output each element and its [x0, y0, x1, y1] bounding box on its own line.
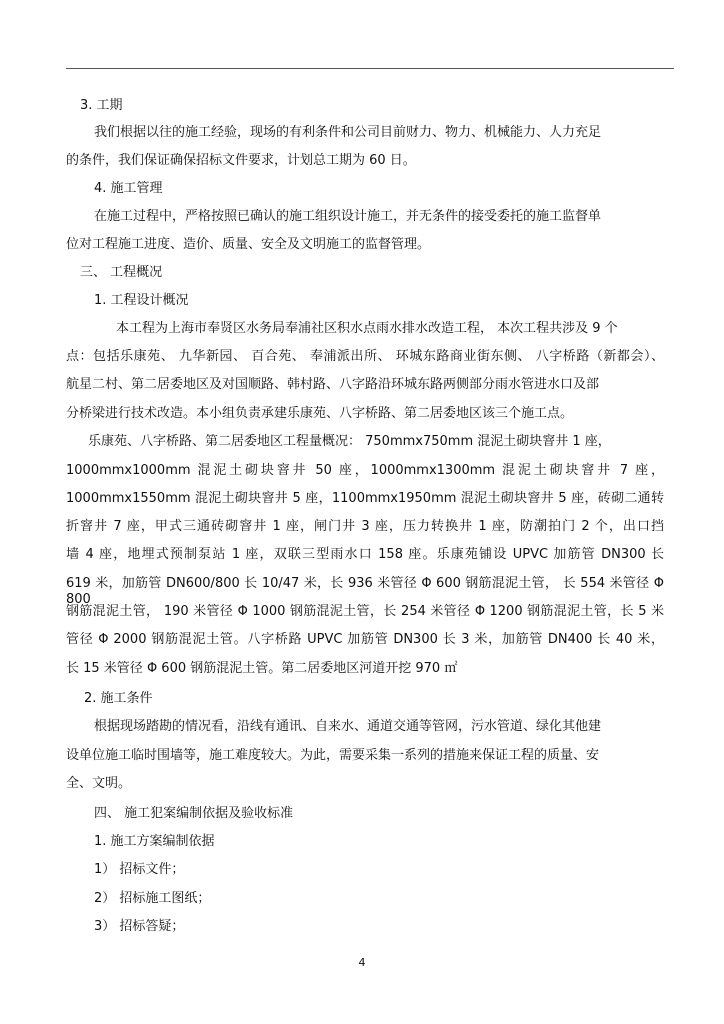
paragraph-quantity-line-3: 1000mmx1550mm 混泥土砌块窨井 5 座，1100mmx1950mm 混泥土砌块窨井 5 座，砖砌二通转 — [66, 491, 664, 506]
subheading-plan-basis: 1. 施工方案编制依据 — [94, 834, 215, 849]
paragraph-quantity-line-1: 乐康苑、八字桥路、第二居委地区工程量概况： 750mmx750mm 混泥土砌块窨井 1 座， — [88, 434, 611, 449]
paragraph-overview-line-1: 本工程为上海市奉贤区水务局奉浦社区积水点雨水排水改造工程， 本次工程共涉及 9 个 — [116, 321, 618, 336]
paragraph-quantity-line-7: 钢筋混泥土管， 190 米管径 Φ 1000 钢筋混泥土管，长 254 米管径 Φ 1200 钢筋混泥土管，长 5 米 — [66, 604, 664, 619]
list-item-tender-qa: 3） 招标答疑； — [94, 919, 185, 934]
paragraph-quantity-line-6: 619 米，加筋管 DN600/800 长 10/47 米，长 936 米管径 Φ 600 钢筋混泥土管， 长 554 米管径 Φ 800 — [66, 576, 664, 607]
paragraph-quantity-line-2: 1000mmx1000mm 混泥土砌块窨井 50 座，1000mmx1300mm 混泥土砌块窨井 7 座， — [66, 463, 664, 478]
subheading-design-overview: 1. 工程设计概况 — [94, 293, 189, 308]
list-item-tender-documents: 1） 招标文件； — [94, 862, 185, 877]
paragraph-quantity-line-8: 管径 Φ 2000 钢筋混泥土管。八字桥路 UPVC 加筋管 DN300 长 3 米，加筋管 DN400 长 40 米， — [66, 632, 664, 647]
paragraph-management-line-1: 在施工过程中，严格按照已确认的施工组织设计施工，并无条件的接受委托的施工监督单 — [94, 209, 602, 224]
paragraph-quantity-line-9: 长 15 米管径 Φ 600 钢筋混泥土管。第二居委地区河道开挖 970 ㎡ — [66, 661, 458, 676]
page-number: 4 — [358, 956, 366, 969]
paragraph-overview-line-4: 分桥梁进行技术改造。本小组负责承建乐康苑、八字桥路、第二居委地区该三个施工点。 — [66, 406, 574, 421]
header-rule — [66, 68, 674, 69]
paragraph-management-line-2: 位对工程施工进度、造价、质量、安全及文明施工的监督管理。 — [66, 237, 431, 252]
list-item-tender-drawings: 2） 招标施工图纸； — [94, 891, 211, 906]
paragraph-conditions-line-1: 根据现场踏勘的情况看，沿线有通讯、自来水、通道交通等管网，污水管道、绿化其他建 — [94, 719, 602, 734]
section-heading-basis-and-acceptance: 四、 施工犯案编制依据及验收标准 — [94, 806, 294, 821]
heading-construction-conditions: 2. 施工条件 — [84, 691, 153, 706]
heading-schedule: 3. 工期 — [80, 98, 123, 113]
paragraph-schedule-line-1: 我们根据以往的施工经验，现场的有利条件和公司目前财力、物力、机械能力、人力充足 — [94, 125, 602, 140]
paragraph-quantity-line-4: 折窨井 7 座，甲式三通砖砌窨井 1 座，闸门井 3 座，压力转换井 1 座，防潮拍门 2 个，出口挡 — [66, 519, 664, 534]
paragraph-schedule-line-2: 的条件，我们保证确保招标文件要求，计划总工期为 60 日。 — [66, 153, 416, 168]
paragraph-conditions-line-2: 设单位施工临时围墙等，施工难度较大。为此，需要采集一系列的措施来保证工程的质量、安 — [66, 748, 600, 763]
paragraph-overview-line-3: 航星二村、第二居委地区及对国顺路、韩村路、八字路沿环城东路两侧部分雨水管进水口及部 — [66, 377, 600, 392]
paragraph-quantity-line-5: 墙 4 座，地埋式预制泵站 1 座，双联三型雨水口 158 座。乐康苑铺设 UPVC 加筋管 DN300 长 — [66, 547, 664, 562]
paragraph-conditions-line-3: 全、文明。 — [66, 776, 132, 791]
paragraph-overview-line-2: 点：包括乐康苑、 九华新园、 百合苑、 奉浦派出所、 环城东路商业街东侧、 八字桥路（新都会）、 — [66, 349, 664, 364]
heading-management: 4. 施工管理 — [94, 181, 163, 196]
section-heading-project-overview: 三、 工程概况 — [80, 265, 163, 280]
